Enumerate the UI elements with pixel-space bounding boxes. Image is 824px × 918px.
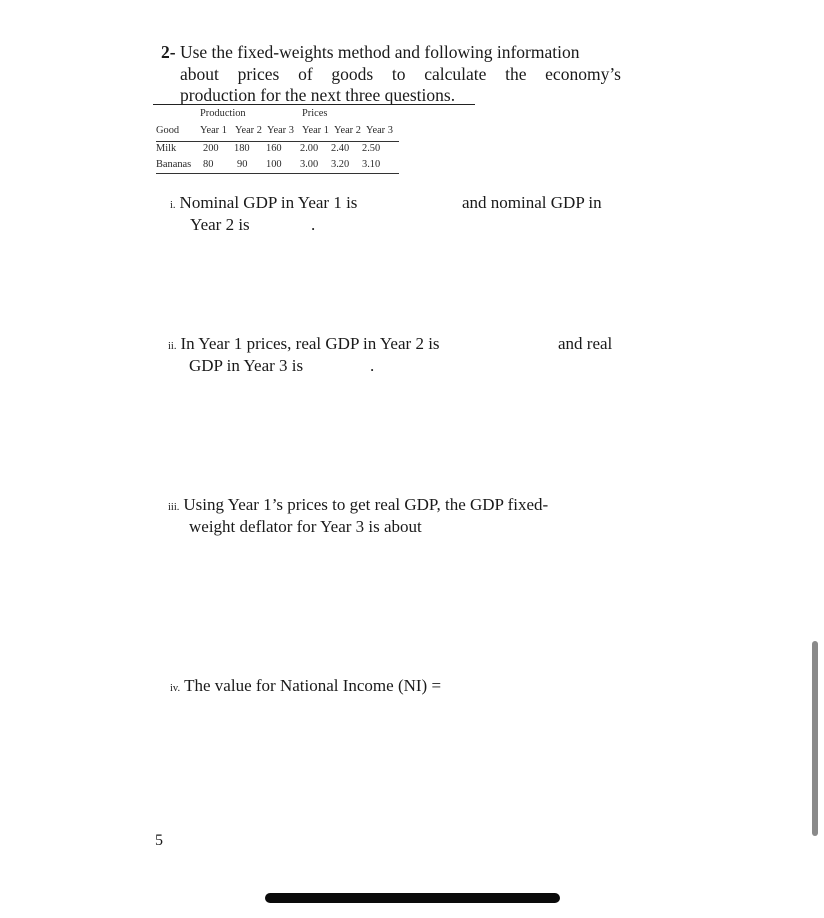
table-cell: 3.00	[300, 159, 319, 170]
item-ii-text-b: and real	[558, 334, 613, 353]
table-cell: 2.00	[300, 143, 319, 154]
home-indicator[interactable]	[265, 893, 560, 903]
table-cell: 3.10	[362, 159, 381, 170]
item-iii-text-a: Using Year 1’s prices to get real GDP, the GDP fixed-	[183, 495, 549, 514]
item-ii-line-1	[168, 333, 440, 358]
question-line-3: production for the next three questions.	[180, 85, 456, 105]
item-i-text-a: Nominal GDP in Year 1 is	[179, 193, 358, 212]
item-iii-roman: iii.	[168, 502, 180, 513]
item-iv-roman: iv.	[170, 683, 181, 694]
table-cell: 3.20	[331, 159, 350, 170]
table-header-good: Good	[156, 125, 180, 136]
question-line-2: about prices of goods to calculate the economy’s	[180, 63, 621, 84]
table-header-prod-year3: Year 3	[267, 125, 294, 136]
table-cell: 2.40	[331, 143, 350, 154]
table-header-prod-year1: Year 1	[200, 125, 227, 136]
table-cell: Milk	[156, 143, 177, 154]
table-cell: 160	[266, 143, 282, 154]
question-number: 2-	[161, 42, 176, 62]
table-header-rule	[156, 141, 399, 142]
production-group-label: Production	[200, 108, 246, 119]
item-i-text-c: Year 2 is	[190, 215, 250, 234]
question-header	[161, 42, 621, 107]
table-cell: 90	[237, 159, 248, 170]
header-underline	[153, 104, 475, 105]
table-cell: 80	[203, 159, 214, 170]
item-ii-roman: ii.	[168, 341, 177, 352]
item-i-line-1	[170, 192, 357, 217]
table-header-price-year3: Year 3	[366, 125, 393, 136]
item-iii-text-c: weight deflator for Year 3 is about	[189, 517, 422, 536]
item-iv-text-a: The value for National Income (NI) =	[184, 676, 442, 695]
question-line-1	[161, 42, 621, 64]
table-cell: 180	[234, 143, 250, 154]
scrollbar[interactable]	[812, 641, 818, 836]
item-ii-text-a: In Year 1 prices, real GDP in Year 2 is	[180, 334, 440, 353]
table-cell: Bananas	[156, 159, 192, 170]
item-iii-line-1	[168, 494, 548, 519]
item-i-text-b: and nominal GDP in	[462, 193, 602, 212]
table-header-price-year1: Year 1	[302, 125, 329, 136]
table-cell: 200	[203, 143, 219, 154]
page-number: 5	[155, 832, 163, 849]
table-cell: 2.50	[362, 143, 381, 154]
item-i-text-d: .	[311, 215, 316, 234]
item-ii-text-d: .	[370, 356, 375, 375]
item-ii-text-c: GDP in Year 3 is	[189, 356, 304, 375]
prices-group-label: Prices	[302, 108, 328, 119]
item-iv-line-1	[170, 675, 441, 700]
question-line-1-text: Use the fixed-weights method and following information	[179, 42, 580, 62]
table-header-prod-year2: Year 2	[235, 125, 262, 136]
table-header-price-year2: Year 2	[334, 125, 361, 136]
table-cell: 100	[266, 159, 282, 170]
table-bottom-rule	[156, 173, 399, 174]
item-i-roman: i.	[170, 200, 176, 211]
